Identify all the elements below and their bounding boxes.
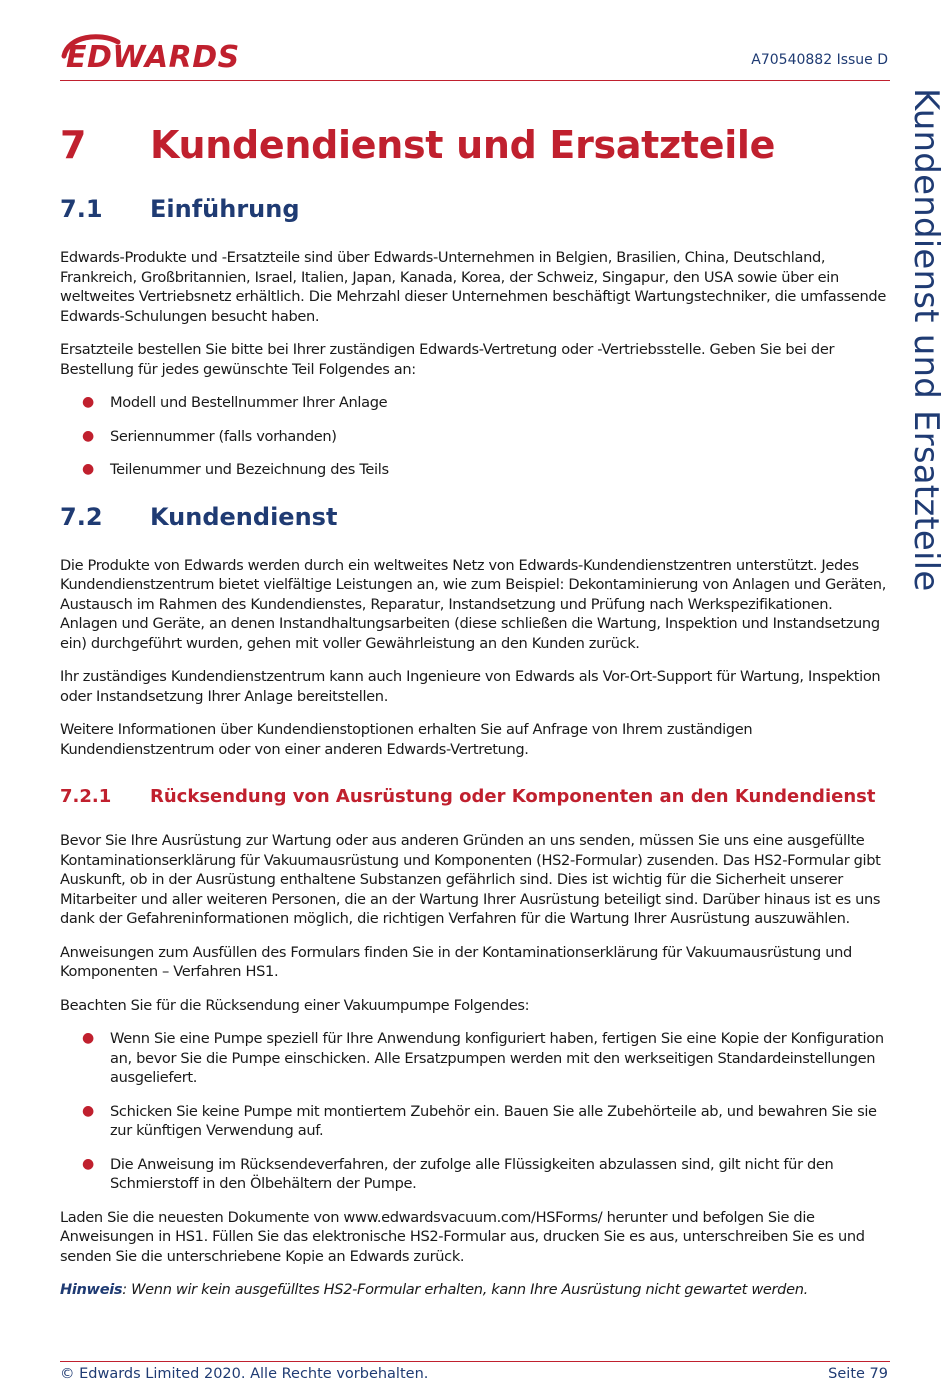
paragraph: Die Produkte von Edwards werden durch ein weltweites Netz von Edwards-Kundendienstzentren unterstützt. Jedes Kundendienstzentrum bietet vielfältige Leistungen an, wie zum Beispiel: Dekontaminierung von Anlagen und Geräten, Austausch im Rahmen des Kundendienstes, Reparatur, Instandsetzung und Prüfung nach Werkspezifikationen. Anlagen und Geräte, an denen Instandhaltungsarbeiten (diese schließen die Wartung, Inspektion und Instandsetzung ein) durchgeführt wurden, gehen mit voller Gewährleistung an den Kunden zurück.: [60, 556, 886, 652]
bullet-list: [60, 393, 890, 480]
bullet-icon: ●: [82, 461, 94, 477]
footer-divider: [60, 1361, 890, 1362]
list-item: [60, 427, 890, 447]
section-heading-7-1: [60, 194, 890, 224]
section-heading-7-2: [60, 502, 890, 532]
paragraph: Weitere Informationen über Kundendienstoptionen erhalten Sie auf Anfrage von Ihrem zuständigen Kundendienstzentrum oder von einer anderen Edwards-Vertretung.: [60, 721, 753, 758]
bullet-icon: ●: [82, 1155, 94, 1172]
bullet-list: [60, 1029, 890, 1194]
bullet-icon: ●: [82, 1102, 94, 1119]
bullet-icon: ●: [82, 1030, 94, 1046]
side-tab: [906, 88, 950, 648]
paragraph: Ersatzteile bestellen Sie bitte bei Ihrer zuständigen Edwards-Vertretung oder -Vertriebsstelle. Geben Sie bei der Bestellung für jedes gewünschte Teil Folgendes an:: [60, 341, 835, 378]
list-item-text: Seriennummer (falls vorhanden): [110, 427, 337, 445]
list-item: [60, 1029, 890, 1088]
list-item: [60, 1102, 890, 1141]
paragraph: Laden Sie die neuesten Dokumente von www.edwardsvacuum.com/HSForms/ herunter und befolgen Sie die Anweisungen in HS1. Füllen Sie das elektronische HS2-Formular aus, drucken Sie es aus, unterschreiben Sie es und senden Sie die unterschriebene Kopie an Edwards zurück.: [60, 1208, 865, 1265]
list-item: [60, 393, 890, 413]
document-id: A70540882 Issue D: [751, 52, 888, 68]
note-label: Hinweis: [60, 1281, 123, 1298]
side-tab-label: Kundendienst und Ersatzteile: [906, 88, 946, 592]
chapter-number: 7: [60, 123, 87, 167]
subsection-number: 7.2.1: [60, 786, 112, 807]
edwards-logo: [60, 30, 276, 72]
list-item-text: Teilenummer und Bezeichnung des Teils: [110, 461, 389, 478]
section-title: Kundendienst: [150, 502, 338, 531]
chapter-title: Kundendienst und Ersatzteile: [150, 123, 776, 167]
paragraph: Beachten Sie für die Rücksendung einer Vakuumpumpe Folgendes:: [60, 996, 530, 1014]
subsection-title: Rücksendung von Ausrüstung oder Komponenten an den Kundendienst: [150, 786, 876, 807]
subsection-heading-7-2-1: [60, 785, 890, 809]
list-item: [60, 1155, 890, 1194]
page-number: Seite 79: [828, 1366, 888, 1382]
list-item-text: Die Anweisung im Rücksendeverfahren, der zufolge alle Flüssigkeiten abzulassen sind, gilt nicht für den Schmierstoff in den Ölbehältern der Pumpe.: [110, 1155, 834, 1192]
list-item-text: Wenn Sie eine Pumpe speziell für Ihre Anwendung konfiguriert haben, fertigen Sie eine Kopie der Konfiguration an, bevor Sie die Pumpe einschicken. Alle Ersatzpumpen werden mit den werkseitigen Standardeinstellungen ausgeliefert.: [110, 1030, 884, 1086]
chapter-heading: [60, 120, 890, 170]
paragraph: Bevor Sie Ihre Ausrüstung zur Wartung oder aus anderen Gründen an uns senden, müssen Sie uns eine ausgefüllte Kontaminationserklärung für Vakuumausrüstung und Komponenten (HS2-Formular) zusenden. Das HS2-Formular gibt Auskunft, ob in der Ausrüstung enthaltene Substanzen gefährlich sind. Dies ist wichtig für die Sicherheit unserer Mitarbeiter und aller weiteren Personen, die an der Wartung Ihrer Ausrüstung beteiligt sind. Darüber hinaus ist es uns dank der Gefahreninformationen möglich, die richtigen Verfahren für die Wartung Ihrer Ausrüstung auszuwählen.: [60, 832, 881, 927]
paragraph: Edwards-Produkte und -Ersatzteile sind über Edwards-Unternehmen in Belgien, Brasilien, China, Deutschland, Frankreich, Großbritannien, Israel, Italien, Japan, Kanada, Korea, der Schweiz, Singapur, den USA sowie über ein weltweites Vertriebsnetz erhältlich. Die Mehrzahl dieser Unternehmen beschäftigt Wartungstechniker, die umfassende Edwards-Schulungen besucht haben.: [60, 249, 886, 325]
list-item-text: Schicken Sie keine Pumpe mit montiertem Zubehör ein. Bauen Sie alle Zubehörteile ab, und bewahren Sie sie zur künftigen Verwendung auf.: [110, 1102, 877, 1139]
section-title: Einführung: [150, 195, 300, 223]
paragraph: Ihr zuständiges Kundendienstzentrum kann auch Ingenieure von Edwards als Vor-Ort-Support für Wartung, Inspektion oder Instandsetzung Ihrer Anlage bereitstellen.: [60, 668, 881, 705]
section-number: 7.1: [60, 195, 103, 223]
note-text: : Wenn wir kein ausgefülltes HS2-Formular erhalten, kann Ihre Ausrüstung nicht gewartet werden.: [122, 1281, 808, 1298]
header-divider: [60, 80, 890, 81]
page-content: [60, 120, 890, 1300]
list-item: [60, 460, 890, 480]
bullet-icon: ●: [82, 394, 94, 410]
paragraph: Anweisungen zum Ausfüllen des Formulars finden Sie in der Kontaminationserklärung für Vakuumausrüstung und Komponenten – Verfahren HS1.: [60, 943, 852, 980]
footer-copyright: © Edwards Limited 2020. Alle Rechte vorbehalten.: [60, 1366, 429, 1382]
logo-text: EDWARDS: [66, 40, 240, 72]
note: [60, 1280, 890, 1300]
bullet-icon: ●: [82, 427, 94, 444]
list-item-text: Modell und Bestellnummer Ihrer Anlage: [110, 394, 388, 411]
section-number: 7.2: [60, 502, 103, 531]
